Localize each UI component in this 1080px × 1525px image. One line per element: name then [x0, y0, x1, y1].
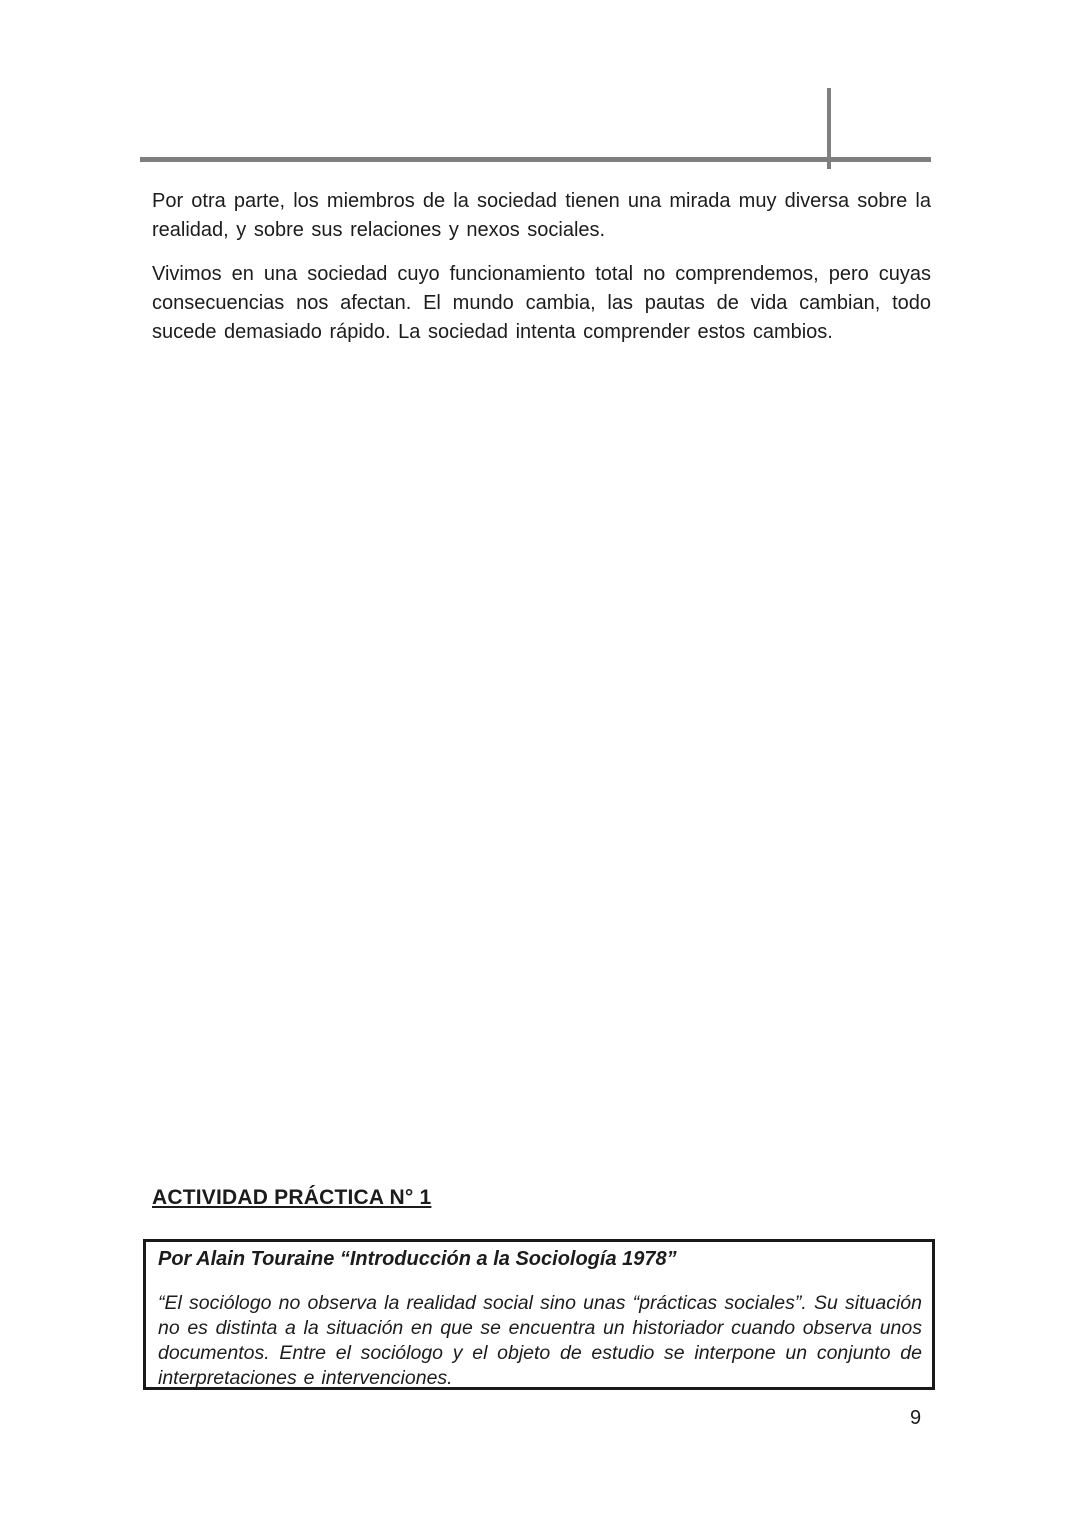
quote-box — [143, 1239, 935, 1390]
header-vertical-rule — [827, 88, 831, 169]
paragraph-society-view: Por otra parte, los miembros de la sociedad tienen una mirada muy diversa sobre la realidad, y sobre sus relaciones y nexos sociales. — [152, 190, 931, 241]
quote-box-title: Por Alain Touraine “Introducción a la Sociología 1978” — [158, 1248, 677, 1270]
header-horizontal-rule — [140, 157, 931, 162]
activity-heading: ACTIVIDAD PRÁCTICA N° 1 — [152, 1186, 432, 1209]
paragraph-society-change: Vivimos en una sociedad cuyo funcionamiento total no comprendemos, pero cuyas consecuencias nos afectan. El mundo cambia, las pautas de vida cambian, todo sucede demasiado rápido. La sociedad intenta comprender estos cambios. — [152, 263, 931, 343]
page-number: 9 — [910, 1407, 922, 1429]
quote-box-body: “El sociólogo no observa la realidad social sino unas “prácticas sociales”. Su situación no es distinta a la situación en que se encuentra un historiador cuando observa unos documentos. Entre el sociólogo y el objeto de estudio se interpone un conjunto de interpretaciones e intervenciones. — [158, 1292, 922, 1389]
